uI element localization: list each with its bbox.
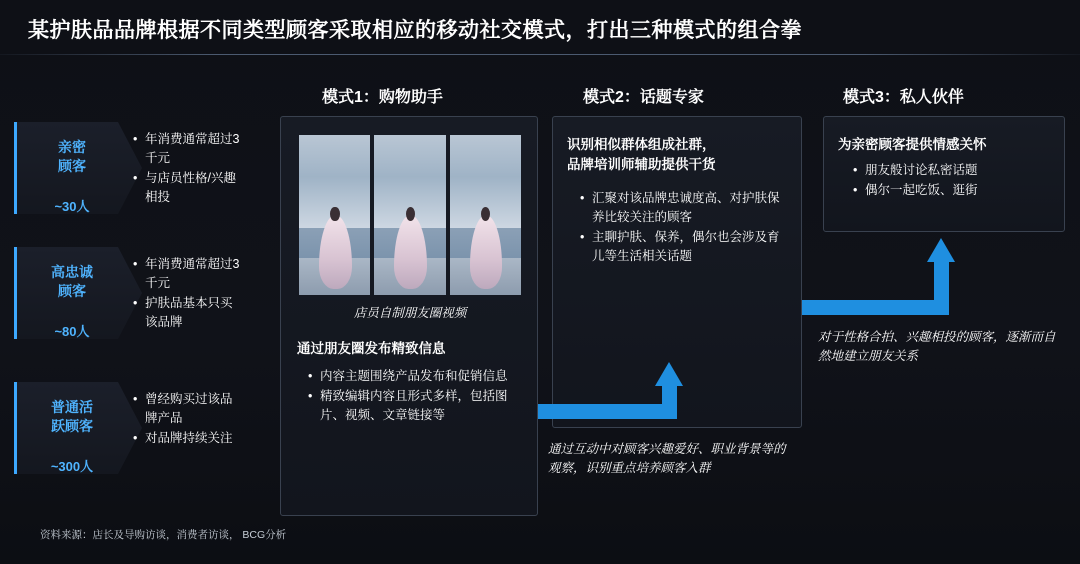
segment-label (28, 263, 116, 301)
list-item: • 护肤品基本只买该品牌 (145, 294, 244, 332)
segment-bullets (132, 255, 244, 333)
arrow-mode1-to-mode2-head (655, 362, 683, 386)
column-header-mode-1: 模式1：购物助手 (322, 89, 443, 106)
segment-label-line2: 跃顾客 (51, 418, 93, 434)
panel-2-heading-line1: 识别相似群体组成社群， (567, 137, 716, 152)
column-header-mode-2: 模式2：话题专家 (583, 89, 704, 106)
photo-thumbnail (450, 135, 521, 295)
list-item: • 主聊护肤、保养，偶尔也会涉及育儿等生活相关话题 (592, 228, 787, 266)
list-item: • 精致编辑内容且形式多样，包括图片、视频、文章链接等 (320, 387, 521, 425)
panel-3-bullets (852, 161, 1052, 201)
segment-bullets (132, 130, 244, 208)
list-item: • 曾经购买过该品牌产品 (145, 390, 244, 428)
list-item: • 年消费通常超过3千元 (145, 130, 244, 168)
list-item: • 对品牌持续关注 (145, 429, 244, 448)
segment-bullets (132, 390, 244, 449)
panel-2-heading (567, 135, 791, 175)
list-item: • 内容主题围绕产品发布和促销信息 (320, 367, 521, 386)
photo-strip (299, 135, 521, 295)
list-item: • 朋友般讨论私密话题 (865, 161, 1052, 180)
page-title: 某护肤品品牌根据不同类型顾客采取相应的移动社交模式，打出三种模式的组合拳 (28, 19, 802, 42)
title-divider (0, 54, 1080, 55)
panel-mode-3 (823, 116, 1065, 232)
list-item: • 年消费通常超过3千元 (145, 255, 244, 293)
segment-count: ~300人 (50, 459, 94, 474)
list-item: • 与店员性格/兴趣相投 (145, 169, 244, 207)
annotation-right: 对于性格合拍、兴趣相投的顾客，逐渐而自然地建立朋友关系 (818, 330, 1056, 363)
segment-regular-active-customers (14, 382, 236, 474)
arrow-mode2-to-mode3-horizontal (802, 300, 934, 315)
photo-thumbnail (374, 135, 445, 295)
list-item: • 偶尔一起吃饭、逛街 (865, 181, 1052, 200)
arrow-mode1-to-mode2-horizontal (538, 404, 662, 419)
arrow-mode1-to-mode2-vertical (662, 384, 677, 419)
arrow-mode2-to-mode3-vertical (934, 260, 949, 315)
photo-caption: 店员自制朋友圈视频 (353, 306, 467, 320)
panel-1-bullets (307, 367, 521, 426)
segment-label-line1: 亲密 (58, 139, 86, 155)
panel-2-heading-line2: 品牌培训师辅助提供干货 (567, 157, 716, 172)
segment-count: ~30人 (54, 199, 90, 214)
segment-label (28, 138, 116, 176)
list-item: • 汇聚对该品牌忠诚度高、对护肤保养比较关注的顾客 (592, 189, 787, 227)
annotation-middle: 通过互动中对顾客兴趣爱好、职业背景等的观察，识别重点培养顾客入群 (548, 442, 786, 475)
photo-thumbnail (299, 135, 370, 295)
segment-label-line1: 高忠诚 (51, 264, 93, 280)
segment-count: ~80人 (54, 324, 90, 339)
segment-intimate-customers (14, 122, 240, 214)
panel-3-heading: 为亲密顾客提供情感关怀 (838, 137, 987, 152)
segment-label-line1: 普通活 (51, 399, 93, 415)
panel-1-heading: 通过朋友圈发布精致信息 (297, 341, 446, 356)
source-note: 资料来源：店长及导购访谈，消费者访谈， BCG分析 (40, 529, 287, 541)
panel-2-bullets (579, 189, 787, 267)
arrow-mode2-to-mode3-head (927, 238, 955, 262)
panel-mode-1 (280, 116, 538, 516)
segment-label (28, 398, 116, 436)
segment-high-loyalty-customers (14, 247, 240, 339)
segment-label-line2: 顾客 (58, 283, 86, 299)
segment-label-line2: 顾客 (58, 158, 86, 174)
column-header-mode-3: 模式3：私人伙伴 (843, 89, 964, 106)
